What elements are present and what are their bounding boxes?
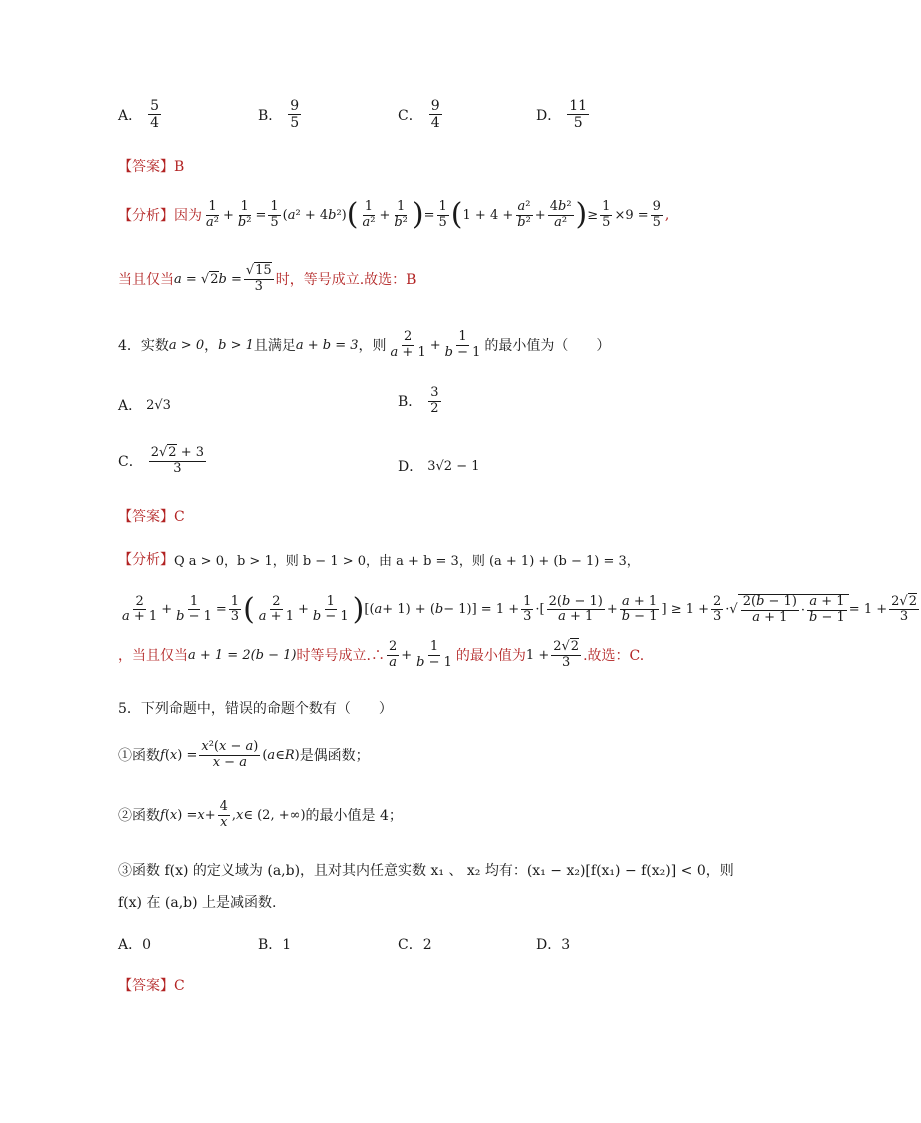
q4-stem: 4． 实数 a > 0 ， b > 1 且满足 a + b = 3 ，则 $\frac{2}{a + 1}$ + $\frac{1}{b - 1}$ 的最小值为（ ）: [118, 329, 611, 360]
fraction: $\frac{5}{4}$: [150, 98, 160, 132]
q5-item1: ①函数 f ( x ) = $\frac{\text{x²(x − a)}}{x - a}$ ( a ∈ R ) 是偶函数；: [118, 739, 370, 770]
q3-option-a: A． $\frac{5}{4}$: [118, 98, 160, 132]
q3-analysis-line1: 【分析】 因为 $\frac{1}{\text{a²}}$ + $\frac{1}{\text{b²}}$ = $\frac{1}{5}$ ( a ² + 4 b ²) ( $\frac{1}{\text{a²}}$ + $\frac{1}{\text{b²}}$ ) = $\frac{1}{5}$ ( 1 + 4 + $\frac{\text{a²}}{\text{b²}}$ + $\frac{\text{4b²}}{\text{a²}}$ ) ≥ $\frac{1}{5}$ ×9 = $\frac{9}{5}$ ,: [118, 197, 670, 233]
q5-option-a: A．0: [118, 937, 152, 953]
q4-answer: 【答案】C: [118, 509, 185, 525]
q5-stem: 5．下列命题中，错误的命题个数有（ ）: [118, 701, 393, 717]
q4-expression: $\frac{2}{a + 1}$ + $\frac{1}{b - 1}$: [390, 329, 481, 360]
q3-analysis-equation: $\frac{1}{\text{a²}}$ + $\frac{1}{\text{b²}}$ = $\frac{1}{5}$ ( a ² + 4 b ²) ( $\frac{1}{\text{a²}}$ + $\frac{1}{\text{b²}}$ ) = $\frac{1}{5}$ ( 1 + 4 + $\frac{\text{a²}}{\text{b²}}$ + $\frac{\text{4b²}}{\text{a²}}$ ) ≥ $\frac{1}{5}$ ×9 = $\frac{9}{5}$: [206, 197, 661, 233]
q4-analysis-line2: $\frac{2}{a + 1}$ + $\frac{1}{b - 1}$ = $\frac{1}{3}$ ( $\frac{2}{a + 1}$ + $\frac{1}{b - 1}$ ) [( a + 1) + ( b − 1)] = 1 + $\frac{1}{3}$ ·[ $\frac{2(b - 1)}{a + 1}$ + $\frac{a + 1}{b - 1}$ ] ≥ 1 + $\frac{2}{3}$ ·√ $\frac{2(b - 1)}{a + 1}$ · $\frac{a + 1}{b - 1}$ = 1 + $\frac{2√2}{3}$: [122, 591, 917, 627]
fraction: $\frac{9}{5}$: [290, 98, 300, 132]
q3-answer: 【答案】B: [118, 159, 185, 175]
q3-condition-equation: a = √ 2 b = $\frac{√15}{3}$: [174, 263, 272, 294]
q3-option-b: B． $\frac{9}{5}$: [258, 98, 300, 132]
q4-option-b: B． $\frac{3}{2}$: [398, 385, 439, 416]
q4-option-d: D． 3√2 − 1: [398, 458, 480, 475]
q4-analysis-line3: ，当且仅当 a + 1 = 2(b − 1) 时等号成立.∴ $\frac{2}{a}$ + $\frac{1}{b - 1}$ 的最小值为 1 + $\frac{2√2}{3}$ .故选：C.: [118, 639, 645, 670]
q5-item2: ②函数 f ( x ) = x + $\frac{4}{x}$ , x ∈ (2, +∞) 的最小值是 4；: [118, 799, 403, 830]
q4-analysis-line1: 【分析】 Q a > 0，b > 1，则 b − 1 > 0，由 a + b = 3，则 (a + 1) + (b − 1) = 3，: [118, 552, 640, 569]
q3-option-c: C． $\frac{9}{4}$: [398, 98, 440, 132]
q5-item3-line2: f(x) 在 (a,b) 上是减函数.: [118, 895, 277, 911]
q5-option-b: B．1: [258, 937, 292, 953]
q3-analysis-line2: 当且仅当 a = √ 2 b = $\frac{√15}{3}$ 时，等号成立.故选：B: [118, 263, 417, 294]
q3-option-d: D． $\frac{11}{5}$: [536, 98, 588, 132]
q5-item1-function: f ( x ) = $\frac{\text{x²(x − a)}}{x - a}$ ( a ∈ R ): [160, 739, 300, 770]
q5-item2-function: f ( x ) = x + $\frac{4}{x}$ , x ∈ (2, +∞): [160, 799, 306, 830]
q5-option-c: C．2: [398, 937, 432, 953]
q5-item3-line1: ③函数 f(x) 的定义域为 (a,b)，且对其内任意实数 x₁ 、 x₂ 均有：(x₁ − x₂)[f(x₁) − f(x₂)] < 0，则: [118, 863, 734, 879]
q4-option-a: A． 2√3: [118, 397, 171, 414]
fraction: $\frac{9}{4}$: [430, 98, 440, 132]
q4-option-c: C． $\frac{2√2 + 3}{3}$: [118, 445, 204, 476]
q5-answer: 【答案】C: [118, 978, 185, 994]
fraction: $\frac{11}{5}$: [569, 98, 588, 132]
q5-option-d: D．3: [536, 937, 571, 953]
